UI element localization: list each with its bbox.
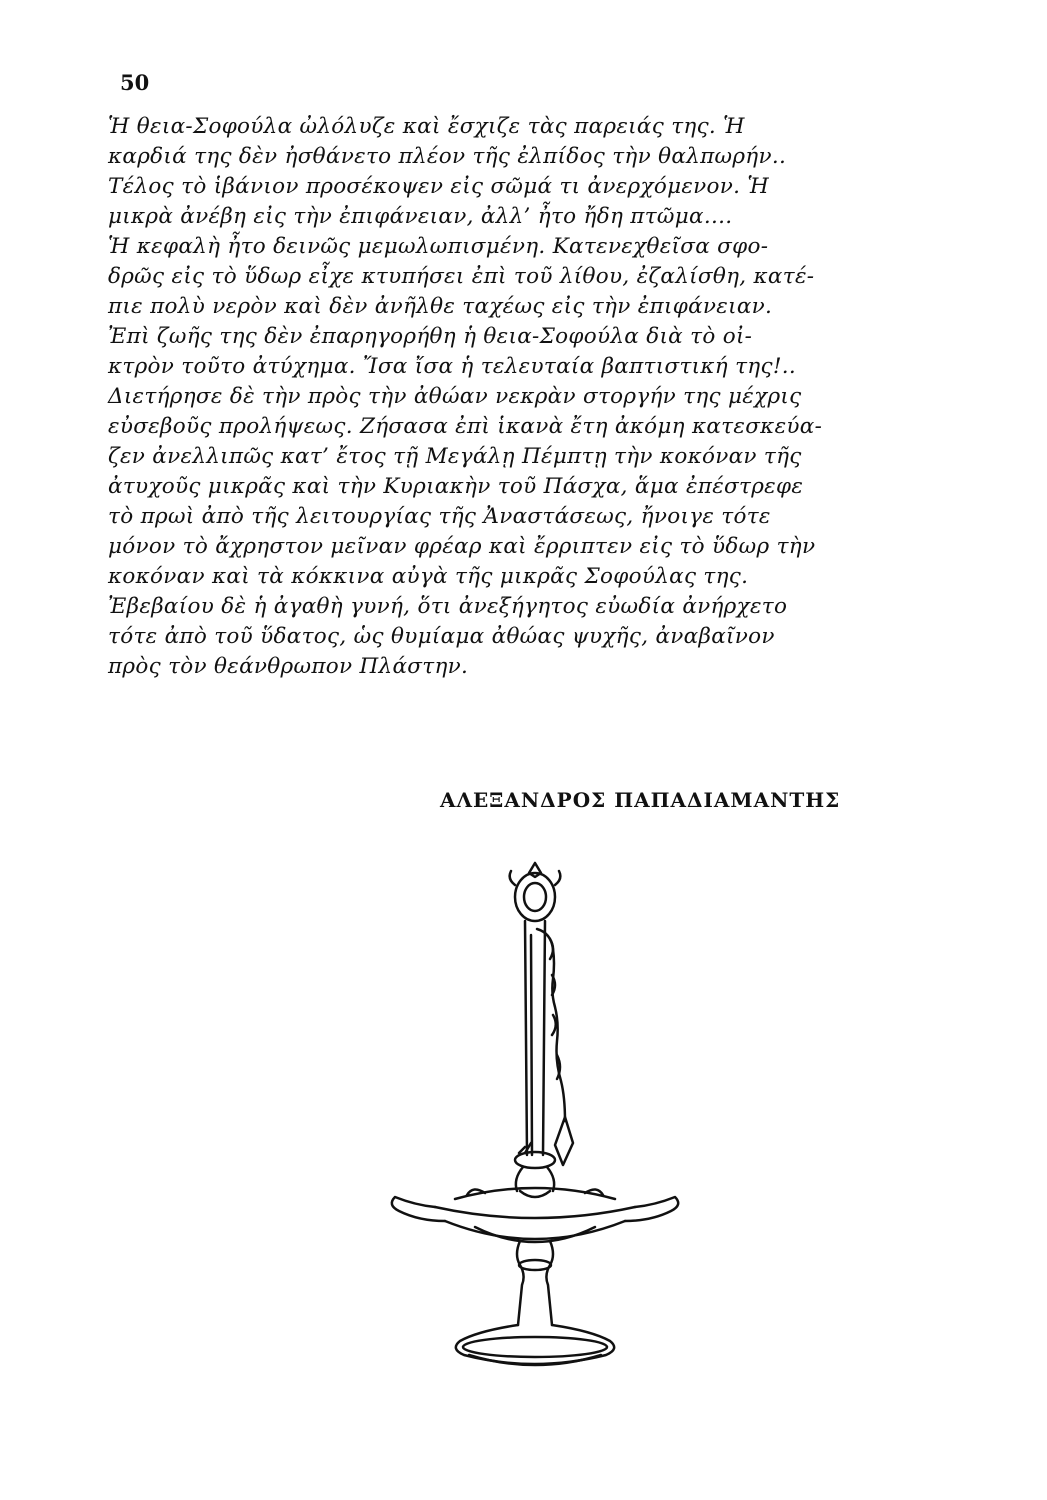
text-line: τὸ πρωὶ ἀπὸ τῆς λειτουργίας τῆς Ἀναστάσεως, ἤνοιγε τότε xyxy=(108,504,771,529)
text-line: δρῶς εἰς τὸ ὕδωρ εἶχε κτυπήσει ἐπὶ τοῦ λίθου, ἐζαλίσθη, κατέ- xyxy=(108,264,815,289)
text-line: Τέλος τὸ ἱβάνιον προσέκοψεν εἰς σῶμά τι ἀνερχόμενον. Ἡ xyxy=(108,174,770,199)
body-text xyxy=(108,112,988,682)
author-signature: ΑΛΕΞΑΝΔΡΟΣ ΠΑΠΑΔΙΑΜΑΝΤΗΣ xyxy=(440,788,841,812)
text-line: τότε ἀπὸ τοῦ ὕδατος, ὡς θυμίαμα ἀθώας ψυχῆς, ἀναβαῖνον xyxy=(108,624,775,649)
text-line: ζεν ἀνελλιπῶς κατ’ ἔτος τῇ Μεγάλῃ Πέμπτῃ τὴν κοκόναν τῆς xyxy=(108,444,802,469)
text-line: κτρὸν τοῦτο ἀτύχημα. Ἴσα ἴσα ἡ τελευταία βαπτιστική της!.. xyxy=(108,354,797,379)
text-line: εὐσεβοῦς προλήψεως. Ζήσασα ἐπὶ ἱκανὰ ἔτη ἀκόμη κατεσκεύα- xyxy=(108,414,823,439)
text-line: Ἡ θεια-Σοφούλα ὠλόλυζε καὶ ἔσχιζε τὰς παρειάς της. Ἡ xyxy=(108,114,745,139)
page-number: 50 xyxy=(120,70,150,95)
text-line: μόνον τὸ ἄχρηστον μεῖναν φρέαρ καὶ ἔρριπτεν εἰς τὸ ὕδωρ τὴν xyxy=(108,534,816,559)
text-line: Ἡ κεφαλὴ ἦτο δεινῶς μεμωλωπισμένη. Κατενεχθεῖσα σφο- xyxy=(108,234,769,259)
text-line: κοκόναν καὶ τὰ κόκκινα αὐγὰ τῆς μικρᾶς Σοφούλας της. xyxy=(108,564,749,589)
text-line: Ἐπὶ ζωῆς της δὲν ἐπαρηγορήθη ἡ θεια-Σοφούλα διὰ τὸ οἰ- xyxy=(108,324,753,349)
text-line: πιε πολὺ νερὸν καὶ δὲν ἀνῆλθε ταχέως εἰς τὴν ἐπιφάνειαν. xyxy=(108,294,773,319)
text-line: καρδιά της δὲν ἠσθάνετο πλέον τῆς ἐλπίδος τὴν θαλπωρήν.. xyxy=(108,144,787,169)
oil-lamp-icon xyxy=(375,855,695,1375)
text-line: ἀτυχοῦς μικρᾶς καὶ τὴν Κυριακὴν τοῦ Πάσχα, ἅμα ἐπέστρεφε xyxy=(108,474,804,499)
text-line: Ἐβεβαίου δὲ ἡ ἀγαθὴ γυνή, ὅτι ἀνεξήγητος εὐωδία ἀνήρχετο xyxy=(108,594,788,619)
text-line: μικρὰ ἀνέβη εἰς τὴν ἐπιφάνειαν, ἀλλ’ ἦτο ἤδη πτῶμα.... xyxy=(108,204,733,229)
text-line: πρὸς τὸν θεάνθρωπον Πλάστην. xyxy=(108,654,469,679)
text-line: Διετήρησε δὲ τὴν πρὸς τὴν ἀθώαν νεκρὰν στοργήν της μέχρις xyxy=(108,384,802,409)
